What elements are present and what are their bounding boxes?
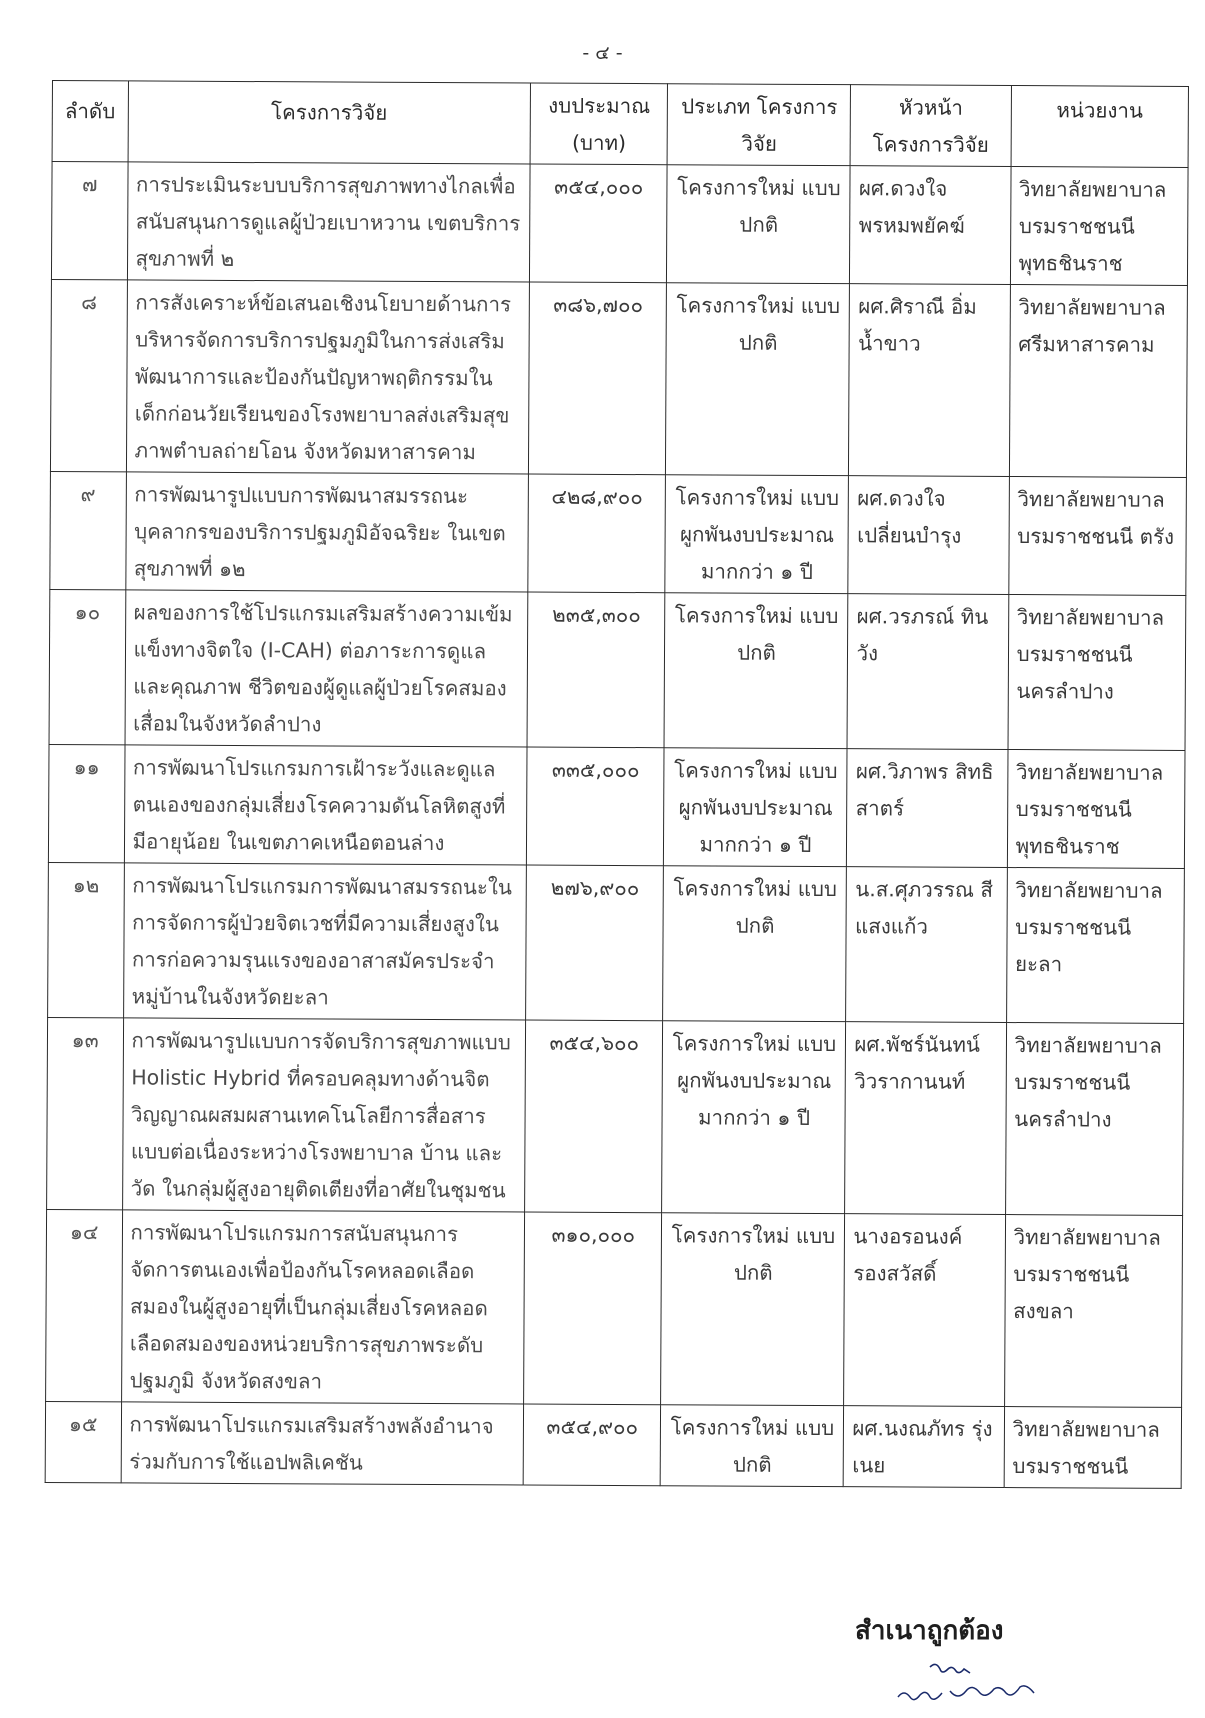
cell-agency: วิทยาลัยพยาบาลบรมราชชนนี [1004,1407,1182,1489]
cell-title: การพัฒนารูปแบบการพัฒนาสมรรถนะบุคลากรของบริการปฐมภูมิอัจฉริยะ ในเขตสุขภาพที่ ๑๒ [125,472,528,592]
cell-agency: วิทยาลัยพยาบาลบรมราชชนนี สงขลา [1004,1215,1182,1408]
table-row [51,162,1188,286]
cell-seq: ๗ [51,162,127,280]
cell-type: โครงการใหม่ แบบปกติ [663,866,847,1022]
cell-seq: ๑๕ [45,1401,121,1482]
cell-lead: ผศ.นงณภัทร รุ่งเนย [844,1406,1005,1488]
cell-budget: ๓๑๐,๐๐๐ [524,1212,662,1405]
table-row [46,1209,1183,1407]
cell-lead: ผศ.พัชร์นันทน์ วิวรากานนท์ [845,1022,1006,1215]
cell-agency: วิทยาลัยพยาบาลบรมราชชนนี ตรัง [1008,477,1186,596]
cell-title: การพัฒนาโปรแกรมเสริมสร้างพลังอำนาจร่วมกับการใช้แอปพลิเคชัน [121,1402,524,1485]
handwritten-signature [890,1655,1090,1715]
header-lead: หัวหน้า โครงการวิจัย [851,85,1012,167]
cell-seq: ๘ [50,279,127,471]
header-seq: ลำดับ [52,81,128,162]
cell-title: การสังเคราะห์ข้อเสนอเชิงนโยบายด้านการบริหารจัดการบริการปฐมภูมิในการส่งเสริมพัฒนาการและป้องกันปัญหาพฤติกรรมในเด็กก่อนวัยเรียนของโรงพยาบาลส่งเสริมสุขภาพตำบลถ่ายโอน จังหวัดมหาสารคาม [126,280,530,474]
cell-seq: ๑๐ [49,589,125,744]
cell-agency: วิทยาลัยพยาบาลบรมราชชนนี นครลำปาง [1008,595,1186,751]
table-row [47,1017,1184,1215]
cell-lead: ผศ.วรภรณ์ ทินวัง [847,594,1008,750]
cell-seq: ๑๓ [47,1017,124,1209]
cell-seq: ๑๑ [48,744,124,862]
header-agency: หน่วยงาน [1011,86,1189,168]
cell-type: โครงการใหม่ แบบปกติ [666,283,850,476]
cell-agency: วิทยาลัยพยาบาลบรมราชชนนี ยะลา [1006,868,1184,1024]
header-title: โครงการวิจัย [128,81,531,164]
table-row [49,589,1186,750]
cell-budget: ๓๕๔,๙๐๐ [523,1404,661,1486]
cell-type: โครงการใหม่ แบบปกติ [664,593,848,749]
page-number: - ๔ - [582,42,623,64]
table-header-row [52,81,1188,168]
cell-budget: ๒๗๖,๙๐๐ [526,865,664,1021]
cell-title: ผลของการใช้โปรแกรมเสริมสร้างความเข้มแข็งทางจิตใจ (I-CAH) ต่อภาระการดูแลและคุณภาพ ชีวิตของผู้ดูแลผู้ป่วยโรคสมองเสื่อมในจังหวัดลำปาง [125,590,528,747]
cell-lead: นางอรอนงค์ รองสวัสดิ์ [844,1214,1005,1407]
cell-agency: วิทยาลัยพยาบาลบรมราชชนนี พุทธชินราช [1010,167,1188,286]
cell-budget: ๓๓๕,๐๐๐ [527,747,665,866]
cell-seq: ๙ [50,471,126,589]
certified-copy-stamp: สำเนาถูกต้อง [855,1616,1004,1646]
cell-type: โครงการใหม่ แบบปกติ [661,1213,845,1406]
cell-type: โครงการใหม่ แบบผูกพันงบประมาณ มากกว่า ๑ ปี [665,475,849,594]
cell-budget: ๓๕๔,๖๐๐ [525,1020,663,1213]
cell-budget: ๒๓๕,๓๐๐ [527,592,665,748]
cell-agency: วิทยาลัยพยาบาลบรมราชชนนี พุทธชินราช [1007,750,1185,869]
table-row [48,862,1185,1023]
cell-lead: ผศ.ศิราณี อิ่มน้ำขาว [849,284,1010,477]
research-projects-table [45,80,1189,1489]
cell-lead: น.ส.ศุภวรรณ สีแสงแก้ว [846,867,1007,1023]
cell-lead: ผศ.ดวงใจ พรหมพยัคฆ์ [850,166,1011,285]
table-row [50,279,1187,477]
cell-type: โครงการใหม่ แบบผูกพันงบประมาณ มากกว่า ๑ ปี [664,748,848,867]
cell-title: การพัฒนาโปรแกรมการพัฒนาสมรรถนะในการจัดการผู้ป่วยจิตเวชที่มีความเสี่ยงสูงในการก่อความรุนแรงของอาสาสมัครประจำหมู่บ้านในจังหวัดยะลา [123,863,526,1020]
header-budget: งบประมาณ (บาท) [530,83,668,165]
cell-lead: ผศ.ดวงใจ เปลี่ยนบำรุง [848,476,1009,595]
cell-title: การพัฒนาโปรแกรมการสนับสนุนการจัดการตนเองเพื่อป้องกันโรคหลอดเลือดสมองในผู้สูงอายุที่เป็นกลุ่มเสี่ยงโรคหลอดเลือดสมองของหน่วยบริการสุขภาพระดับปฐมภูมิ จังหวัดสงขลา [121,1210,525,1404]
cell-budget: ๔๒๘,๙๐๐ [528,474,666,593]
cell-title: การพัฒนาโปรแกรมการเฝ้าระวังและดูแลตนเองของกลุ่มเสี่ยงโรคความดันโลหิตสูงที่มีอายุน้อย ในเขตภาคเหนือตอนล่าง [124,745,527,865]
cell-title: การประเมินระบบบริการสุขภาพทางไกลเพื่อสนับสนุนการดูแลผู้ป่วยเบาหวาน เขตบริการสุขภาพที่ ๒ [127,162,530,282]
table-row [50,471,1187,595]
cell-budget: ๓๕๔,๐๐๐ [530,164,668,283]
cell-agency: วิทยาลัยพยาบาลบรมราชชนนี นครลำปาง [1005,1023,1183,1216]
cell-title: การพัฒนารูปแบบการจัดบริการสุขภาพแบบ Holistic Hybrid ที่ครอบคลุมทางด้านจิตวิญญาณผสมผสานเทคโนโลยีการสื่อสารแบบต่อเนื่องระหว่างโรงพยาบาล บ้าน และวัด ในกลุ่มผู้สูงอายุติดเตียงที่อาศัยในชุมชน [122,1018,526,1212]
table-row [45,1401,1181,1488]
cell-lead: ผศ.วิภาพร สิทธิสาตร์ [847,749,1008,868]
table-row [48,744,1185,868]
cell-type: โครงการใหม่ แบบผูกพันงบประมาณ มากกว่า ๑ ปี [662,1021,846,1214]
cell-seq: ๑๒ [48,862,124,1017]
cell-seq: ๑๔ [46,1209,123,1401]
cell-budget: ๓๘๖,๗๐๐ [529,282,667,475]
cell-type: โครงการใหม่ แบบปกติ [667,165,851,284]
cell-type: โครงการใหม่ แบบปกติ [661,1405,844,1487]
cell-agency: วิทยาลัยพยาบาลศรีมหาสารคาม [1009,285,1187,478]
header-type: ประเภท โครงการวิจัย [668,84,851,166]
